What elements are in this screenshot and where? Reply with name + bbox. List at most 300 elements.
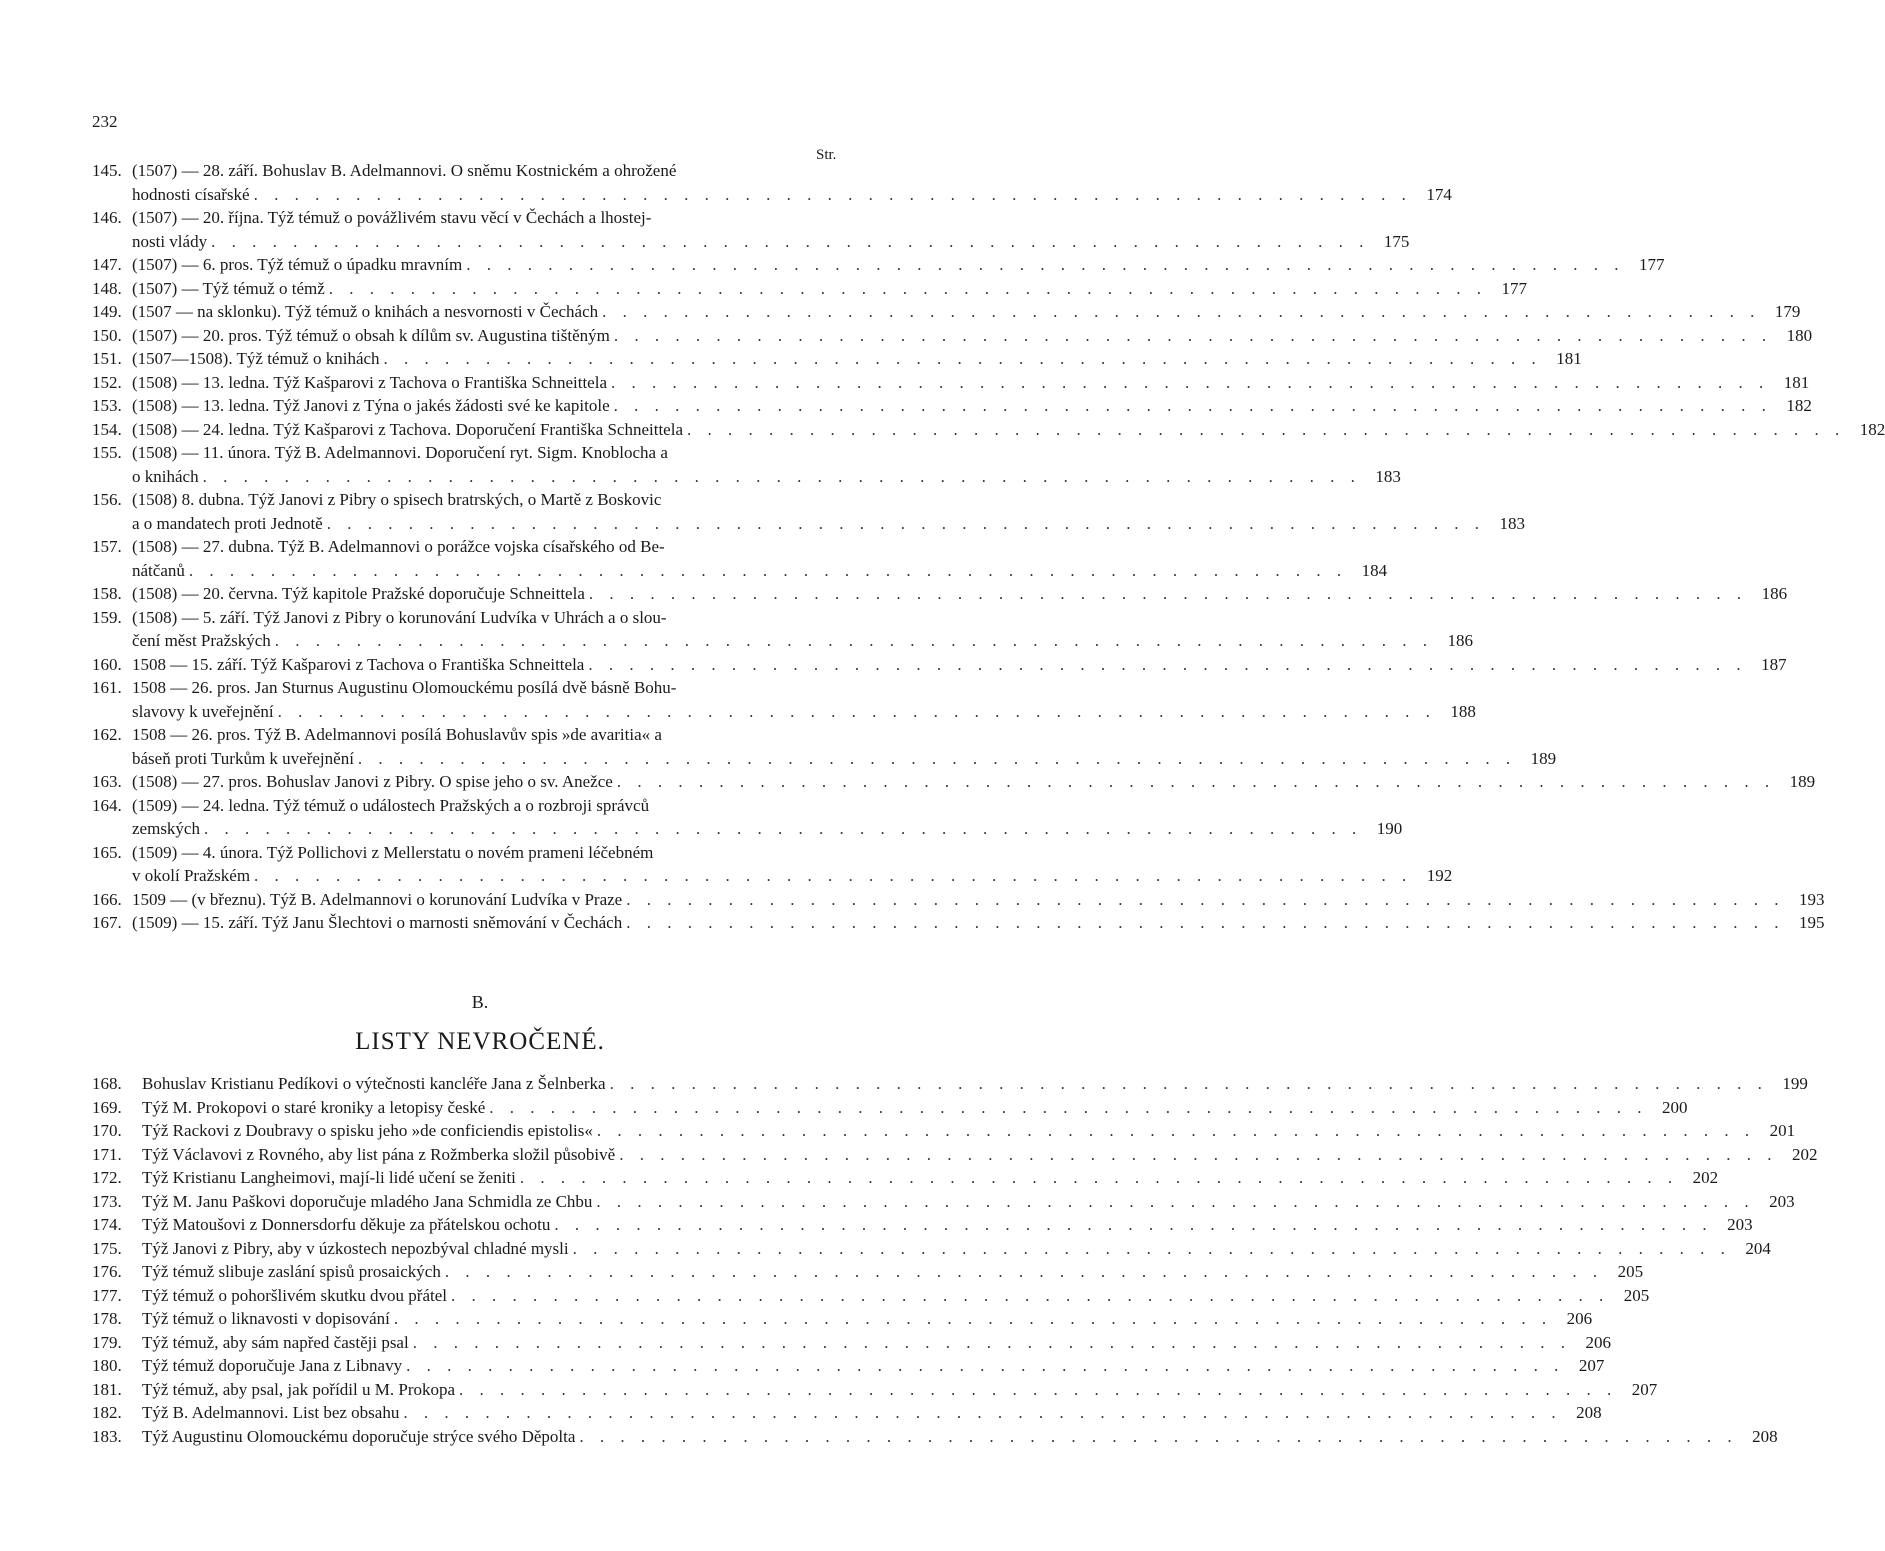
dot-leader: . . . . . . . . . . . . . . . . . . . . . . . . . . . . . . . . . . . . . . . . . . . . . . . . . . . . . . . . . xyxy=(357,748,1517,768)
entry-text xyxy=(142,1143,1817,1167)
entry-line xyxy=(142,1331,1611,1355)
dot-leader: . . . . . . . . . . . . . . . . . . . . . . . . . . . . . . . . . . . . . . . . . . . . . . . . . . . . . . . . . xyxy=(596,1121,1756,1140)
entry-line-text: Týž M. Prokopovi o staré kroniky a letopisy české xyxy=(142,1097,486,1117)
entry-line-text: (1508) — 5. září. Týž Janovi z Pibry o korunování Ludvíka v Uhrách a o slou- xyxy=(132,607,667,627)
entry-line xyxy=(132,794,1402,818)
entry-text xyxy=(142,1260,1643,1284)
toc-entry xyxy=(92,1401,1602,1425)
entry-text xyxy=(132,371,1809,395)
toc-entry-row xyxy=(92,1378,1658,1402)
entry-number: 178. xyxy=(92,1309,122,1328)
entry-text xyxy=(132,441,1401,488)
page-ref: 207 xyxy=(1578,1356,1605,1375)
dot-leader: . . . . . . . . . . . . . . . . . . . . . . . . . . . . . . . . . . . . . . . . . . . . . . . . . . . . . . . . . xyxy=(596,1191,1755,1211)
section-letter: B. xyxy=(471,992,489,1012)
entry-number: 172. xyxy=(92,1168,122,1187)
page-ref: 183 xyxy=(1375,466,1401,486)
entry-line-text: (1508) 8. dubna. Týž Janovi z Pibry o spisech bratrských, o Martě z Boskovic xyxy=(132,490,662,509)
toc-entry xyxy=(92,1072,1808,1096)
page-ref: 206 xyxy=(1585,1332,1611,1352)
toc-entry-row xyxy=(92,841,1453,888)
entry-text xyxy=(132,277,1527,301)
toc-entry xyxy=(92,394,1812,418)
entry-line-text: Týž Kristianu Langheimovi, mají-li lidé učení se ženiti xyxy=(142,1168,516,1187)
toc-entry-row xyxy=(92,300,1801,324)
toc-entry-row xyxy=(92,488,1525,535)
entry-line xyxy=(132,723,1556,747)
entry-line-text: (1508) — 27. dubna. Týž B. Adelmannovi o porážce vojska císařského od Be- xyxy=(132,537,665,556)
entry-text xyxy=(132,653,1787,677)
toc-entry xyxy=(92,1378,1658,1402)
toc-entry-row xyxy=(92,1096,1688,1120)
entry-text xyxy=(142,1307,1592,1331)
page-ref: 175 xyxy=(1383,231,1410,251)
entry-text xyxy=(132,206,1409,253)
entry-line xyxy=(132,629,1473,653)
dot-leader: . . . . . . . . . . . . . . . . . . . . . . . . . . . . . . . . . . . . . . . . . . . . . . . . . . . . . . . . . xyxy=(519,1168,1679,1187)
page-ref: 186 xyxy=(1761,584,1788,603)
entry-line xyxy=(132,324,1812,348)
entry-number: 151. xyxy=(92,349,122,368)
toc-entry xyxy=(92,441,1401,488)
entry-line xyxy=(132,230,1409,254)
toc-entry xyxy=(92,1425,1778,1449)
toc-entry-row xyxy=(92,535,1388,582)
toc-entry xyxy=(92,418,1885,442)
page-ref: 202 xyxy=(1791,1144,1818,1164)
toc-entry-row xyxy=(92,653,1787,677)
entry-line-text: Týž Rackovi z Doubravy o spisku jeho »de conficiendis epistolis« xyxy=(142,1121,593,1140)
toc-section-b xyxy=(92,1072,1818,1448)
toc-entry-row xyxy=(92,371,1810,395)
toc-entry xyxy=(92,1237,1771,1261)
dot-leader: . . . . . . . . . . . . . . . . . . . . . . . . . . . . . . . . . . . . . . . . . . . . . . . . . . . . . . . . . xyxy=(616,772,1776,791)
page-ref: 199 xyxy=(1782,1074,1808,1093)
toc-entry xyxy=(92,582,1788,606)
page-ref: 174 xyxy=(1426,184,1452,204)
toc-entry xyxy=(92,324,1813,348)
entry-number: 173. xyxy=(92,1191,122,1211)
toc-entry xyxy=(92,1213,1753,1237)
entry-text xyxy=(132,418,1885,442)
toc-entry-row xyxy=(92,418,1885,442)
toc-entry xyxy=(92,253,1665,277)
entry-text xyxy=(132,582,1787,606)
entry-line xyxy=(132,488,1525,512)
dot-leader: . . . . . . . . . . . . . . . . . . . . . . . . . . . . . . . . . . . . . . . . . . . . . . . . . . . . . . . . . xyxy=(254,866,1413,885)
entry-line-text: Bohuslav Kristianu Pedíkovi o výtečnosti kancléře Jana z Šelnberka xyxy=(142,1074,606,1093)
entry-line xyxy=(132,770,1815,794)
entry-line xyxy=(132,512,1525,536)
entry-line xyxy=(142,1260,1643,1284)
toc-entry xyxy=(92,1284,1650,1308)
entry-line-text: (1507) — 20. října. Týž témuž o povážlivém stavu věcí v Čechách a lhostej- xyxy=(132,208,652,227)
entry-line xyxy=(142,1425,1778,1449)
entry-text xyxy=(142,1401,1602,1425)
entry-text xyxy=(142,1354,1604,1378)
entry-line-text: (1509) — 24. ledna. Týž témuž o událostech Pražských a o rozbroji správců xyxy=(132,795,650,815)
page-ref: 200 xyxy=(1662,1097,1688,1117)
page-ref: 189 xyxy=(1530,748,1557,768)
entry-number: 147. xyxy=(92,255,122,274)
toc-entry-row xyxy=(92,1401,1602,1425)
entry-line-text: (1508) — 24. ledna. Týž Kašparovi z Tachova. Doporučení Františka Schneittela xyxy=(132,419,683,439)
toc-entry-row xyxy=(92,1237,1771,1261)
entry-number: 163. xyxy=(92,772,122,791)
entry-number: 164. xyxy=(92,795,122,815)
entry-line xyxy=(132,253,1664,277)
page-ref: 189 xyxy=(1789,772,1816,791)
entry-text xyxy=(132,888,1824,912)
dot-leader: . . . . . . . . . . . . . . . . . . . . . . . . . . . . . . . . . . . . . . . . . . . . . . . . . . . . . . . . . xyxy=(489,1097,1648,1117)
toc-entry-row xyxy=(92,1284,1650,1308)
page-ref: 205 xyxy=(1623,1285,1650,1305)
dot-leader: . . . . . . . . . . . . . . . . . . . . . . . . . . . . . . . . . . . . . . . . . . . . . . . . . . . . . . . . . xyxy=(253,184,1412,204)
entry-text xyxy=(132,676,1476,723)
entry-number: 168. xyxy=(92,1074,122,1093)
entry-line xyxy=(132,394,1812,418)
toc-entry xyxy=(92,794,1403,841)
entry-line xyxy=(142,1378,1657,1402)
entry-line xyxy=(132,747,1556,771)
entry-number: 180. xyxy=(92,1356,122,1375)
entry-line-text: 1508 — 15. září. Týž Kašparovi z Tachova o Františka Schneittela xyxy=(132,654,585,674)
dot-leader: . . . . . . . . . . . . . . . . . . . . . . . . . . . . . . . . . . . . . . . . . . . . . . . . . . . . . . . . . xyxy=(613,325,1773,345)
entry-text xyxy=(132,841,1452,888)
entry-text xyxy=(132,488,1525,535)
toc-entry xyxy=(92,1331,1611,1355)
entry-number: 170. xyxy=(92,1121,122,1140)
entry-line xyxy=(132,277,1527,301)
entry-text xyxy=(142,1213,1753,1237)
entry-text xyxy=(142,1237,1771,1261)
entry-text xyxy=(132,300,1800,324)
page-ref: 192 xyxy=(1426,866,1453,885)
toc-entry-row xyxy=(92,277,1528,301)
dot-leader: . . . . . . . . . . . . . . . . . . . . . . . . . . . . . . . . . . . . . . . . . . . . . . . . . . . . . . . . . xyxy=(444,1262,1604,1281)
entry-line xyxy=(142,1190,1795,1214)
toc-entry-row xyxy=(92,324,1813,348)
page-ref: 181 xyxy=(1783,372,1810,392)
page-ref: 201 xyxy=(1769,1121,1796,1140)
dot-leader: . . . . . . . . . . . . . . . . . . . . . . . . . . . . . . . . . . . . . . . . . . . . . . . . . . . . . . . . . xyxy=(277,701,1436,721)
page-ref: 182 xyxy=(1859,419,1885,439)
entry-number: 155. xyxy=(92,443,122,462)
toc-entry-row xyxy=(92,1072,1808,1096)
entry-line-text: Týž témuž o pohoršlivém skutku dvou přátel xyxy=(142,1285,447,1305)
entry-line-text: Týž témuž slibuje zaslání spisů prosaických xyxy=(142,1262,441,1281)
dot-leader: . . . . . . . . . . . . . . . . . . . . . . . . . . . . . . . . . . . . . . . . . . . . . . . . . . . . . . . . . xyxy=(403,1403,1562,1422)
entry-number: 150. xyxy=(92,325,122,345)
dot-leader: . . . . . . . . . . . . . . . . . . . . . . . . . . . . . . . . . . . . . . . . . . . . . . . . . . . . . . . . . xyxy=(611,372,1770,392)
entry-line xyxy=(132,582,1787,606)
entry-line-text: nosti vlády xyxy=(132,231,208,251)
entry-text xyxy=(142,1378,1657,1402)
entry-line-text: (1509) — 4. února. Týž Pollichovi z Mellerstatu o novém prameni léčebném xyxy=(132,842,654,862)
entry-line-text: v okolí Pražském xyxy=(132,866,251,885)
toc-entry xyxy=(92,277,1528,301)
toc-entry xyxy=(92,841,1453,888)
entry-number: 160. xyxy=(92,654,122,674)
toc-entry-row xyxy=(92,1425,1778,1449)
entry-line-text: Týž témuž o liknavosti v dopisování xyxy=(142,1309,390,1328)
entry-number: 159. xyxy=(92,607,122,627)
entry-number: 146. xyxy=(92,208,122,227)
page-ref: 205 xyxy=(1617,1262,1644,1281)
page-ref: 187 xyxy=(1761,654,1787,674)
dot-leader: . . . . . . . . . . . . . . . . . . . . . . . . . . . . . . . . . . . . . . . . . . . . . . . . . . . . . . . . . xyxy=(328,278,1488,298)
entry-number: 156. xyxy=(92,490,122,509)
toc-entry-row xyxy=(92,1331,1611,1355)
entry-line xyxy=(132,911,1824,935)
dot-leader: . . . . . . . . . . . . . . . . . . . . . . . . . . . . . . . . . . . . . . . . . . . . . . . . . . . . . . . . . xyxy=(609,1074,1768,1093)
entry-line-text: (1508) — 20. června. Týž kapitole Pražské doporučuje Schneittela xyxy=(132,584,585,603)
dot-leader: . . . . . . . . . . . . . . . . . . . . . . . . . . . . . . . . . . . . . . . . . . . . . . . . . . . . . . . . . xyxy=(211,231,1370,251)
toc-entry-row xyxy=(92,347,1582,371)
entry-number: 145. xyxy=(92,161,122,180)
entry-number: 153. xyxy=(92,396,122,415)
page-ref: 181 xyxy=(1556,349,1582,368)
page-ref: 177 xyxy=(1501,278,1528,298)
entry-line xyxy=(132,888,1824,912)
entry-line-text: čení měst Pražských xyxy=(132,631,271,650)
entry-text xyxy=(142,1119,1795,1143)
entry-line-text: hodnosti císařské xyxy=(132,184,250,204)
entry-text xyxy=(132,606,1473,653)
dot-leader: . . . . . . . . . . . . . . . . . . . . . . . . . . . . . . . . . . . . . . . . . . . . . . . . . . . . . . . . . xyxy=(406,1356,1565,1375)
dot-leader: . . . . . . . . . . . . . . . . . . . . . . . . . . . . . . . . . . . . . . . . . . . . . . . . . . . . . . . . . xyxy=(579,1426,1738,1446)
entry-text xyxy=(132,911,1824,935)
entry-line-text: (1507—1508). Týž témuž o knihách xyxy=(132,349,380,368)
toc-entry-row xyxy=(92,1166,1719,1190)
entry-number: 166. xyxy=(92,889,122,909)
entry-line-text: (1508) — 11. února. Týž B. Adelmannovi. Doporučení ryt. Sigm. Knoblocha a xyxy=(132,443,668,462)
page-ref: 208 xyxy=(1752,1426,1778,1446)
toc-entry-row xyxy=(92,676,1476,723)
dot-leader: . . . . . . . . . . . . . . . . . . . . . . . . . . . . . . . . . . . . . . . . . . . . . . . . . . . . . . . . . xyxy=(619,1144,1778,1164)
dot-leader: . . . . . . . . . . . . . . . . . . . . . . . . . . . . . . . . . . . . . . . . . . . . . . . . . . . . . . . . . xyxy=(554,1215,1713,1234)
entry-number: 148. xyxy=(92,278,122,298)
page-ref: 183 xyxy=(1499,513,1525,533)
toc-entry-row xyxy=(92,582,1788,606)
entry-line xyxy=(132,653,1787,677)
entry-text xyxy=(132,347,1582,371)
page-ref: 193 xyxy=(1798,889,1825,909)
entry-text xyxy=(142,1072,1808,1096)
entry-line xyxy=(142,1354,1604,1378)
toc-entry xyxy=(92,606,1474,653)
entry-line-text: Týž Augustinu Olomouckému doporučuje strýce svého Děpolta xyxy=(142,1426,576,1446)
dot-leader: . . . . . . . . . . . . . . . . . . . . . . . . . . . . . . . . . . . . . . . . . . . . . . . . . . . . . . . . . xyxy=(626,889,1785,909)
entry-line-text: 1509 — (v březnu). Týž B. Adelmannovi o korunování Ludvíka v Praze xyxy=(132,889,623,909)
toc-section-a xyxy=(92,159,1885,935)
entry-number: 149. xyxy=(92,302,122,321)
entry-line xyxy=(142,1143,1817,1167)
toc-entry xyxy=(92,1119,1796,1143)
entry-line xyxy=(142,1284,1649,1308)
entry-line-text: 1508 — 26. pros. Týž B. Adelmannovi posílá Bohuslavův spis »de avaritia« a xyxy=(132,725,662,744)
page-ref: 206 xyxy=(1566,1309,1593,1328)
entry-number: 176. xyxy=(92,1262,122,1281)
dot-leader: . . . . . . . . . . . . . . . . . . . . . . . . . . . . . . . . . . . . . . . . . . . . . . . . . . . . . . . . . xyxy=(459,1379,1618,1399)
toc-entry xyxy=(92,206,1410,253)
toc-entry xyxy=(92,1190,1795,1214)
entry-line-text: (1507) — 20. pros. Týž témuž o obsah k dílům sv. Augustina tištěným xyxy=(132,325,610,345)
entry-line xyxy=(132,700,1476,724)
entry-number: 162. xyxy=(92,725,122,744)
toc-entry xyxy=(92,911,1825,935)
toc-entry-row xyxy=(92,1354,1605,1378)
toc-entry xyxy=(92,1354,1605,1378)
entry-number: 165. xyxy=(92,842,122,862)
page-ref: 186 xyxy=(1447,631,1474,650)
entry-line xyxy=(132,441,1401,465)
dot-leader: . . . . . . . . . . . . . . . . . . . . . . . . . . . . . . . . . . . . . . . . . . . . . . . . . . . . . . . . . xyxy=(451,1285,1610,1305)
entry-line-text: Týž témuž, aby psal, jak pořídil u M. Prokopa xyxy=(142,1379,456,1399)
entry-text xyxy=(142,1425,1778,1449)
dot-leader: . . . . . . . . . . . . . . . . . . . . . . . . . . . . . . . . . . . . . . . . . . . . . . . . . . . . . . . . . xyxy=(326,513,1485,533)
entry-number: 154. xyxy=(92,419,122,439)
entry-line-text: zemských xyxy=(132,819,200,838)
toc-entry xyxy=(92,1260,1644,1284)
dot-leader: . . . . . . . . . . . . . . . . . . . . . . . . . . . . . . . . . . . . . . . . . . . . . . . . . . . . . . . . . xyxy=(202,466,1361,486)
dot-leader: . . . . . . . . . . . . . . . . . . . . . . . . . . . . . . . . . . . . . . . . . . . . . . . . . . . . . . . . . xyxy=(393,1309,1553,1328)
toc-entry xyxy=(92,1307,1593,1331)
entry-text xyxy=(132,723,1556,770)
entry-line-text: (1508) — 27. pros. Bohuslav Janovi z Pibry. O spise jeho o sv. Anežce xyxy=(132,772,613,791)
entry-line-text: (1507) — 6. pros. Týž témuž o úpadku mravním xyxy=(132,255,463,274)
entry-number: 167. xyxy=(92,913,122,932)
section-title: LISTY NEVROČENÉ. xyxy=(355,1028,605,1055)
toc-entry xyxy=(92,371,1810,395)
entry-number: 177. xyxy=(92,1285,122,1305)
dot-leader: . . . . . . . . . . . . . . . . . . . . . . . . . . . . . . . . . . . . . . . . . . . . . . . . . . . . . . . . . xyxy=(588,654,1747,674)
entry-text xyxy=(132,794,1402,841)
entry-text xyxy=(132,535,1387,582)
dot-leader: . . . . . . . . . . . . . . . . . . . . . . . . . . . . . . . . . . . . . . . . . . . . . . . . . . . . . . . . . xyxy=(588,584,1748,603)
entry-line xyxy=(132,206,1409,230)
entry-number: 169. xyxy=(92,1097,122,1117)
entry-line-text: Týž M. Janu Paškovi doporučuje mladého Jana Schmidla ze Chbu xyxy=(142,1191,593,1211)
entry-line xyxy=(132,535,1387,559)
dot-leader: . . . . . . . . . . . . . . . . . . . . . . . . . . . . . . . . . . . . . . . . . . . . . . . . . . . . . . . . . xyxy=(613,396,1772,415)
toc-entry xyxy=(92,300,1801,324)
entry-line xyxy=(142,1166,1718,1190)
entry-number: 179. xyxy=(92,1332,122,1352)
toc-entry xyxy=(92,535,1388,582)
dot-leader: . . . . . . . . . . . . . . . . . . . . . . . . . . . . . . . . . . . . . . . . . . . . . . . . . . . . . . . . . xyxy=(572,1238,1731,1258)
entry-line-text: (1507) — 28. září. Bohuslav B. Adelmannovi. O sněmu Kostnickém a ohrožené xyxy=(132,161,677,180)
toc-entry xyxy=(92,888,1825,912)
entry-line xyxy=(142,1307,1592,1331)
entry-number: 152. xyxy=(92,372,122,392)
entry-number: 171. xyxy=(92,1144,122,1164)
page-number: 232 xyxy=(92,112,118,131)
entry-line xyxy=(142,1072,1808,1096)
toc-entry xyxy=(92,676,1476,723)
dot-leader: . . . . . . . . . . . . . . . . . . . . . . . . . . . . . . . . . . . . . . . . . . . . . . . . . . . . . . . . . xyxy=(626,913,1785,932)
entry-line xyxy=(132,183,1452,207)
entry-line-text: báseň proti Turkům k uveřejnění xyxy=(132,748,354,768)
toc-entry-row xyxy=(92,794,1403,841)
entry-text xyxy=(142,1166,1718,1190)
toc-entry xyxy=(92,159,1452,206)
entry-line xyxy=(142,1237,1771,1261)
entry-line xyxy=(142,1119,1795,1143)
toc-entry xyxy=(92,488,1525,535)
entry-line xyxy=(132,606,1473,630)
entry-line xyxy=(132,465,1401,489)
toc-entry xyxy=(92,1143,1818,1167)
toc-entry-row xyxy=(92,1213,1753,1237)
page-ref: 204 xyxy=(1745,1238,1771,1258)
toc-entry-row xyxy=(92,394,1812,418)
page-ref: 195 xyxy=(1798,913,1825,932)
page-column-label: Str. xyxy=(816,147,837,163)
entry-line-text: (1508) — 13. ledna. Týž Kašparovi z Tachova o Františka Schneittela xyxy=(132,372,607,392)
entry-number: 182. xyxy=(92,1403,122,1422)
page-ref: 188 xyxy=(1450,701,1476,721)
entry-line-text: Týž témuž, aby sám napřed častěji psal xyxy=(142,1332,409,1352)
entry-line xyxy=(132,676,1476,700)
entry-line xyxy=(142,1213,1753,1237)
toc-entry-row xyxy=(92,1307,1593,1331)
entry-line-text: (1507 — na sklonku). Týž témuž o knihách a nesvornosti v Čechách xyxy=(132,302,599,321)
toc-entry-row xyxy=(92,723,1557,770)
dot-leader: . . . . . . . . . . . . . . . . . . . . . . . . . . . . . . . . . . . . . . . . . . . . . . . . . . . . . . . . . xyxy=(412,1332,1571,1352)
page-ref: 179 xyxy=(1774,302,1801,321)
toc-entry-row xyxy=(92,159,1452,206)
entry-text xyxy=(142,1284,1649,1308)
entry-line-text: slavovy k uveřejnění xyxy=(132,701,274,721)
toc-entry-row xyxy=(92,441,1401,488)
entry-number: 157. xyxy=(92,537,122,556)
entry-text xyxy=(132,159,1452,206)
toc-entry-row xyxy=(92,1190,1795,1214)
toc-entry-row xyxy=(92,206,1410,253)
dot-leader: . . . . . . . . . . . . . . . . . . . . . . . . . . . . . . . . . . . . . . . . . . . . . . . . . . . . . . . . . xyxy=(188,560,1348,580)
entry-line xyxy=(142,1096,1688,1120)
page-ref: 184 xyxy=(1361,560,1388,580)
entry-line-text: Týž Matoušovi z Donnersdorfu děkuje za přátelskou ochotu xyxy=(142,1215,551,1234)
entry-line xyxy=(132,559,1387,583)
toc-entry xyxy=(92,1166,1719,1190)
toc-entry xyxy=(92,653,1787,677)
entry-line-text: nátčanů xyxy=(132,560,185,580)
entry-line-text: Týž B. Adelmannovi. List bez obsahu xyxy=(142,1403,400,1422)
entry-number: 161. xyxy=(92,678,122,697)
toc-entry-row xyxy=(92,1260,1644,1284)
entry-line xyxy=(132,159,1452,183)
entry-number: 181. xyxy=(92,1379,122,1399)
entry-line-text: Týž Janovi z Pibry, aby v úzkostech nepozbýval chladné mysli xyxy=(142,1238,569,1258)
entry-line xyxy=(132,418,1885,442)
dot-leader: . . . . . . . . . . . . . . . . . . . . . . . . . . . . . . . . . . . . . . . . . . . . . . . . . . . . . . . . . xyxy=(274,631,1434,650)
toc-entry xyxy=(92,347,1582,371)
dot-leader: . . . . . . . . . . . . . . . . . . . . . . . . . . . . . . . . . . . . . . . . . . . . . . . . . . . . . . . . . xyxy=(383,349,1542,368)
page-ref: 180 xyxy=(1786,325,1813,345)
entry-line xyxy=(132,371,1809,395)
page-ref: 202 xyxy=(1692,1168,1719,1187)
entry-number: 175. xyxy=(92,1238,122,1258)
page-ref: 177 xyxy=(1638,255,1665,274)
entry-text xyxy=(132,394,1812,418)
entry-text xyxy=(142,1096,1688,1120)
page-ref: 203 xyxy=(1769,1191,1795,1211)
dot-leader: . . . . . . . . . . . . . . . . . . . . . . . . . . . . . . . . . . . . . . . . . . . . . . . . . . . . . . . . . xyxy=(203,819,1363,838)
entry-line-text: (1509) — 15. září. Týž Janu Šlechtovi o marnosti sněmování v Čechách xyxy=(132,913,623,932)
toc-entry xyxy=(92,770,1816,794)
